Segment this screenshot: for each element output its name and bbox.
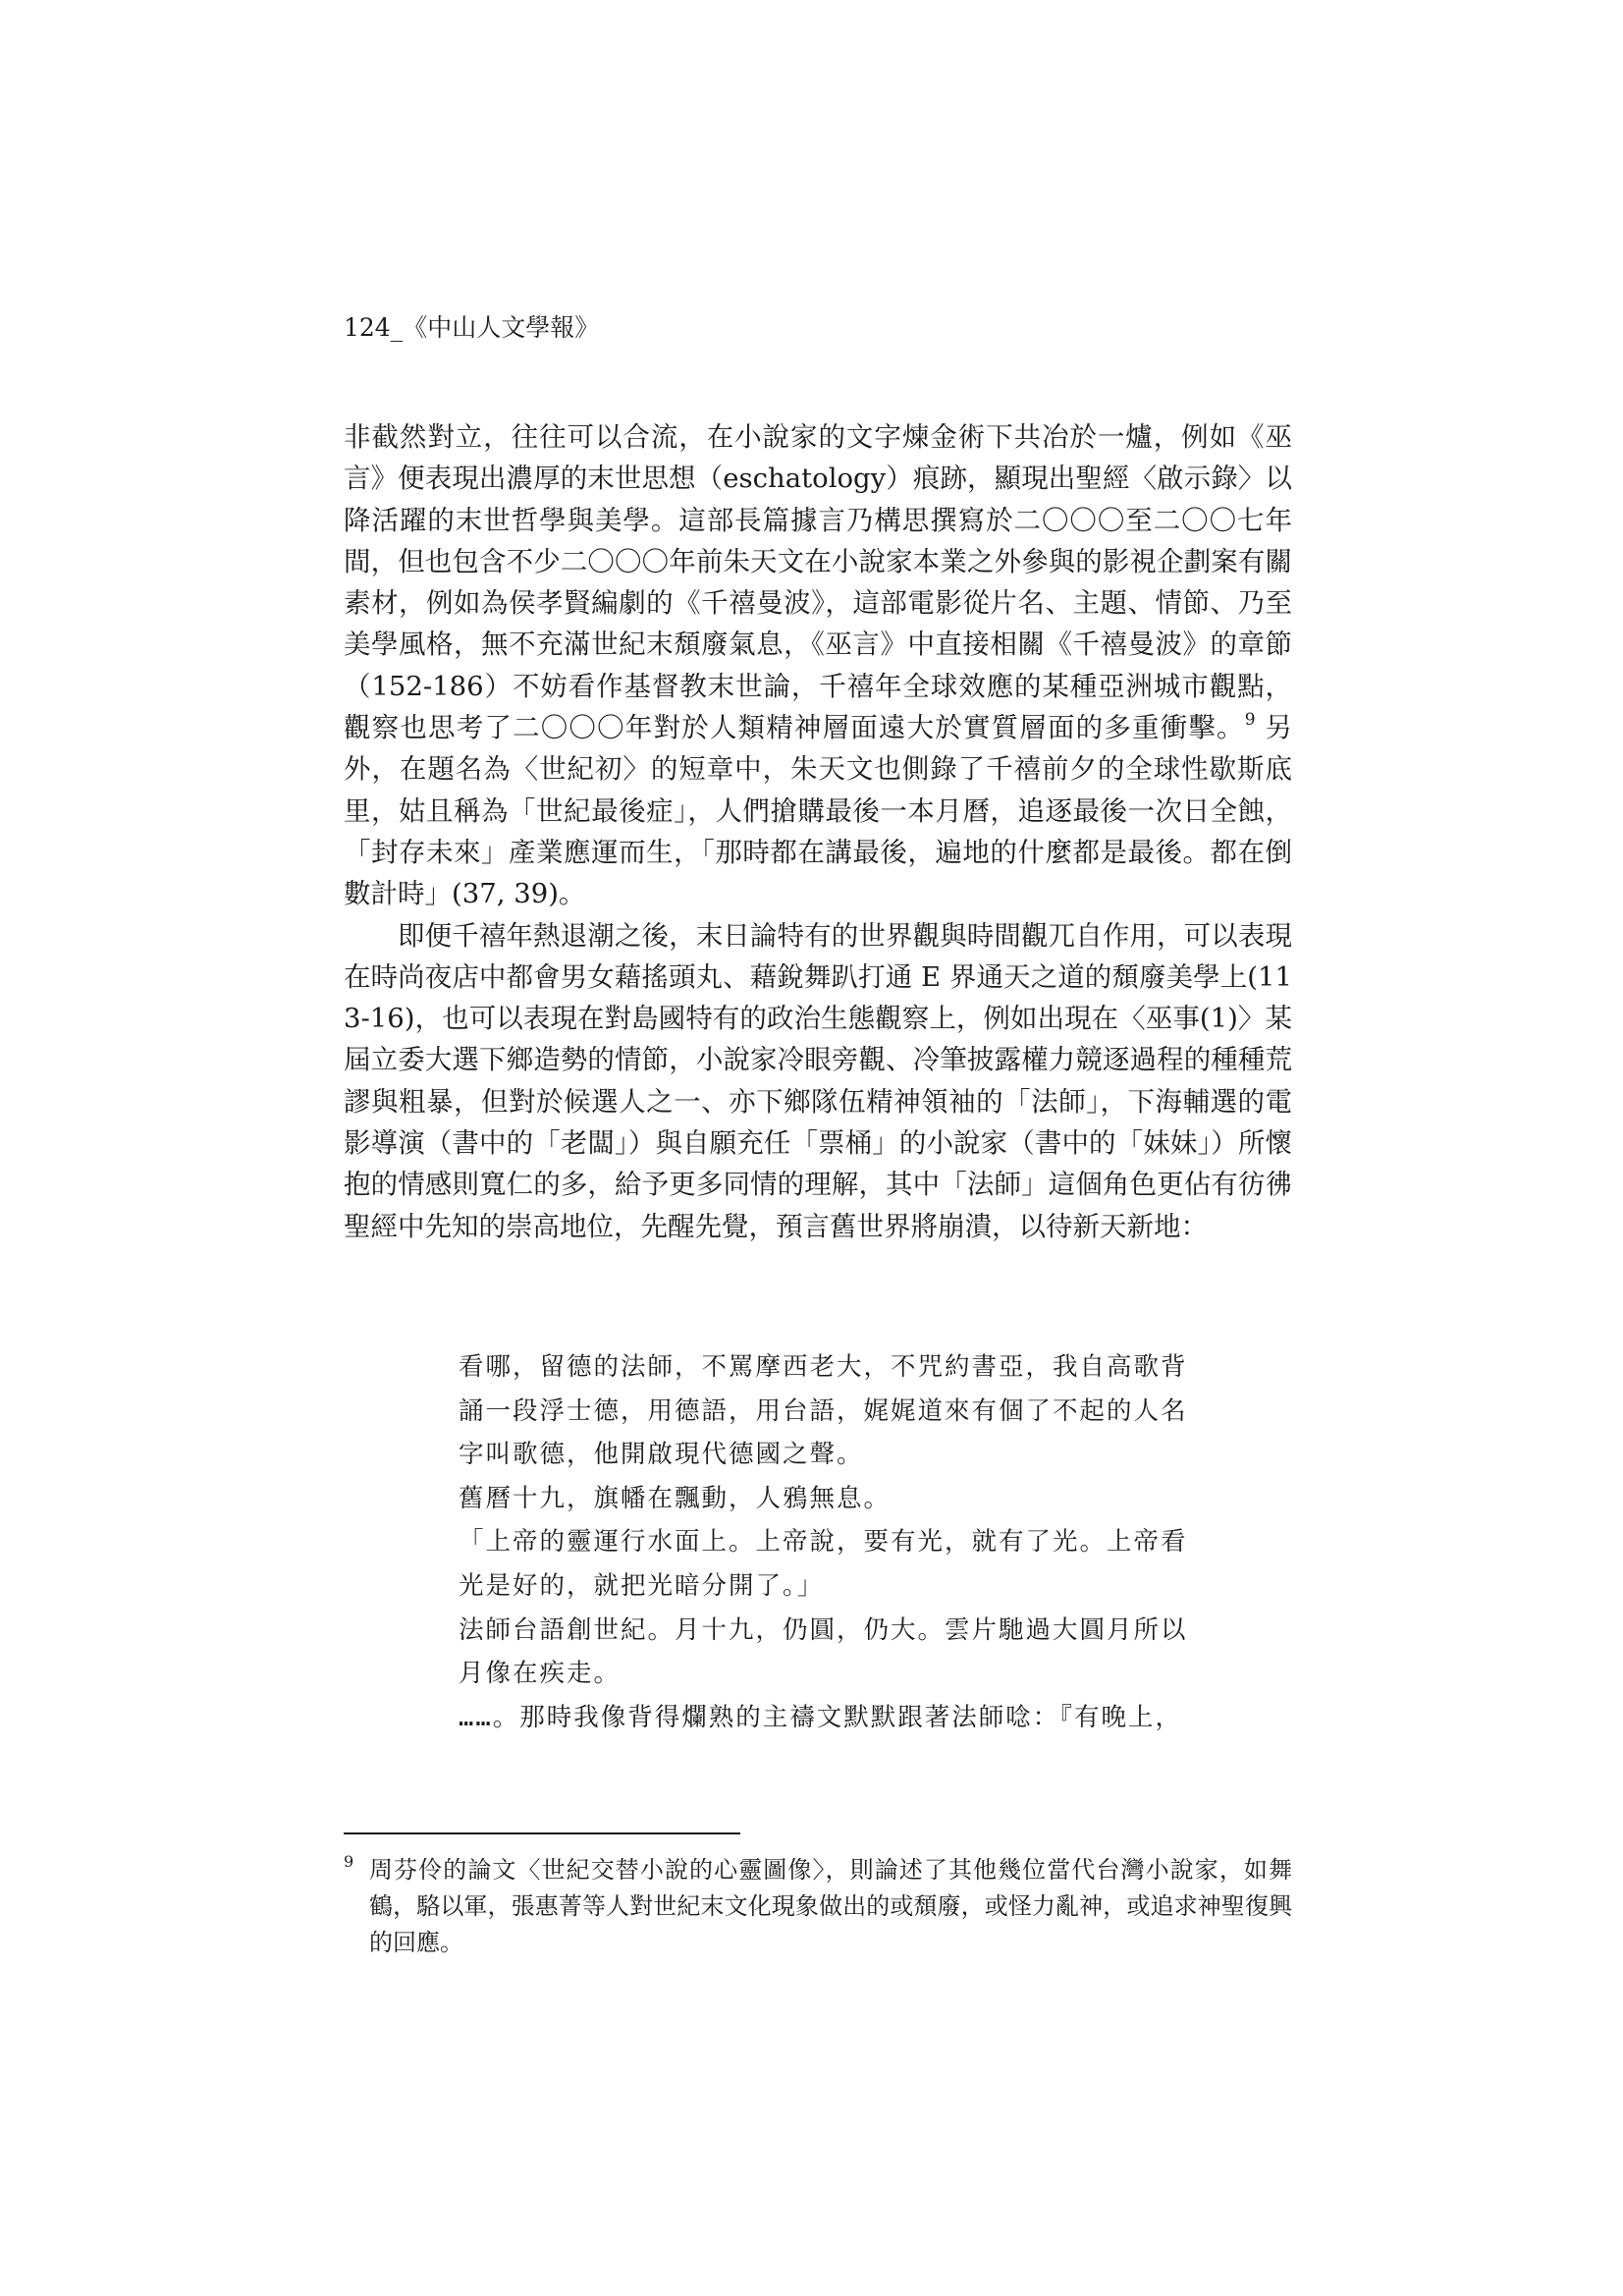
quote-line: 舊曆十九，旗幡在飄動，人鴉無息。	[459, 1483, 892, 1513]
quote-line: 字叫歌德，他開啟現代德國之聲。	[459, 1440, 864, 1470]
quote-line: 「上帝的靈運行水面上。上帝說，要有光，就有了光。上帝看	[459, 1527, 1188, 1558]
block-quote	[459, 1345, 1224, 1739]
quote-line: 月像在疾走。	[459, 1659, 622, 1689]
footnote	[344, 1852, 1292, 1961]
quote-line: ……。那時我像背得爛熟的主禱文默默跟著法師唸：『有晚上，	[459, 1702, 1182, 1732]
footnote-text: 周芬伶的論文〈世紀交替小說的心靈圖像〉，則論述了其他幾位當代台灣小說家，如舞鶴，駱以軍，張惠菁等人對世紀末文化現象做出的或頹廢，或怪力亂神，或追求神聖復興的回應。	[369, 1856, 1292, 1956]
footnote-divider	[344, 1832, 740, 1834]
quote-line: 光是好的，就把光暗分開了。」	[459, 1570, 825, 1601]
quote-line: 看哪，留德的法師，不罵摩西老大，不咒約書亞，我自高歌背	[459, 1352, 1188, 1382]
footnote-number: 9	[344, 1852, 354, 1871]
paragraph-2: 即便千禧年熱退潮之後，末日論特有的世界觀與時間觀兀自作用，可以表現在時尚夜店中都會男女藉搖頭丸、藉銳舞趴打通 E 界通天之道的頹廢美學上(113-16)，也可以表現在對島國特有的政治生態觀察上，例如出現在〈巫事(1)〉某屆立委大選下鄉造勢的情節，小說家冷眼旁觀、冷筆披露權力競逐過程的種種荒謬與粗暴，但對於候選人之一、亦下鄉隊伍精神領袖的「法師」，下海輔選的電影導演（書中的「老闆」）與自願充任「票桶」的小說家（書中的「妹妹」）所懷抱的情感則寬仁的多，給予更多同情的理解，其中「法師」這個角色更佔有彷彿聖經中先知的崇高地位，先醒先覺，預言舊世界將崩潰，以待新天新地：	[344, 919, 1292, 1242]
running-header: 124_《中山人文學報》	[344, 313, 600, 342]
quote-line: 法師台語創世紀。月十九，仍圓，仍大。雲片馳過大圓月所以	[459, 1614, 1188, 1645]
paragraph-1	[344, 416, 1292, 915]
body-text	[344, 416, 1292, 1247]
quote-line: 誦一段浮士德，用德語，用台語，娓娓道來有個了不起的人名	[459, 1395, 1188, 1426]
paragraph-1-part-a: 非截然對立，往往可以合流，在小說家的文字煉金術下共冶於一爐，例如《巫言》便表現出濃厚的末世思想（eschatology）痕跡，顯現出聖經〈啟示錄〉以降活躍的末世哲學與美學。這部長篇據言乃構思撰寫於二〇〇〇至二〇〇七年間，但也包含不少二〇〇〇年前朱天文在小說家本業之外參與的影視企劃案有關素材，例如為侯孝賢編劇的《千禧曼波》，這部電影從片名、主題、情節、乃至美學風格，無不充滿世紀末頹廢氣息，《巫言》中直接相關《千禧曼波》的章節（152-186）不妨看作基督教末世論，千禧年全球效應的某種亞洲城市觀點，觀察也思考了二〇〇〇年對於人類精神層面遠大於實質層面的多重衝擊。	[344, 421, 1292, 744]
paragraph-1-part-b: 另外，在題名為〈世紀初〉的短章中，朱天文也側錄了千禧前夕的全球性歇斯底里，姑且稱為「世紀最後症」，人們搶購最後一本月曆，追逐最後一次日全蝕，「封存未來」產業應運而生，「那時都在講最後，遍地的什麼都是最後。都在倒數計時」(37, 39)。	[344, 712, 1292, 910]
footnote-reference: 9	[1244, 710, 1256, 731]
